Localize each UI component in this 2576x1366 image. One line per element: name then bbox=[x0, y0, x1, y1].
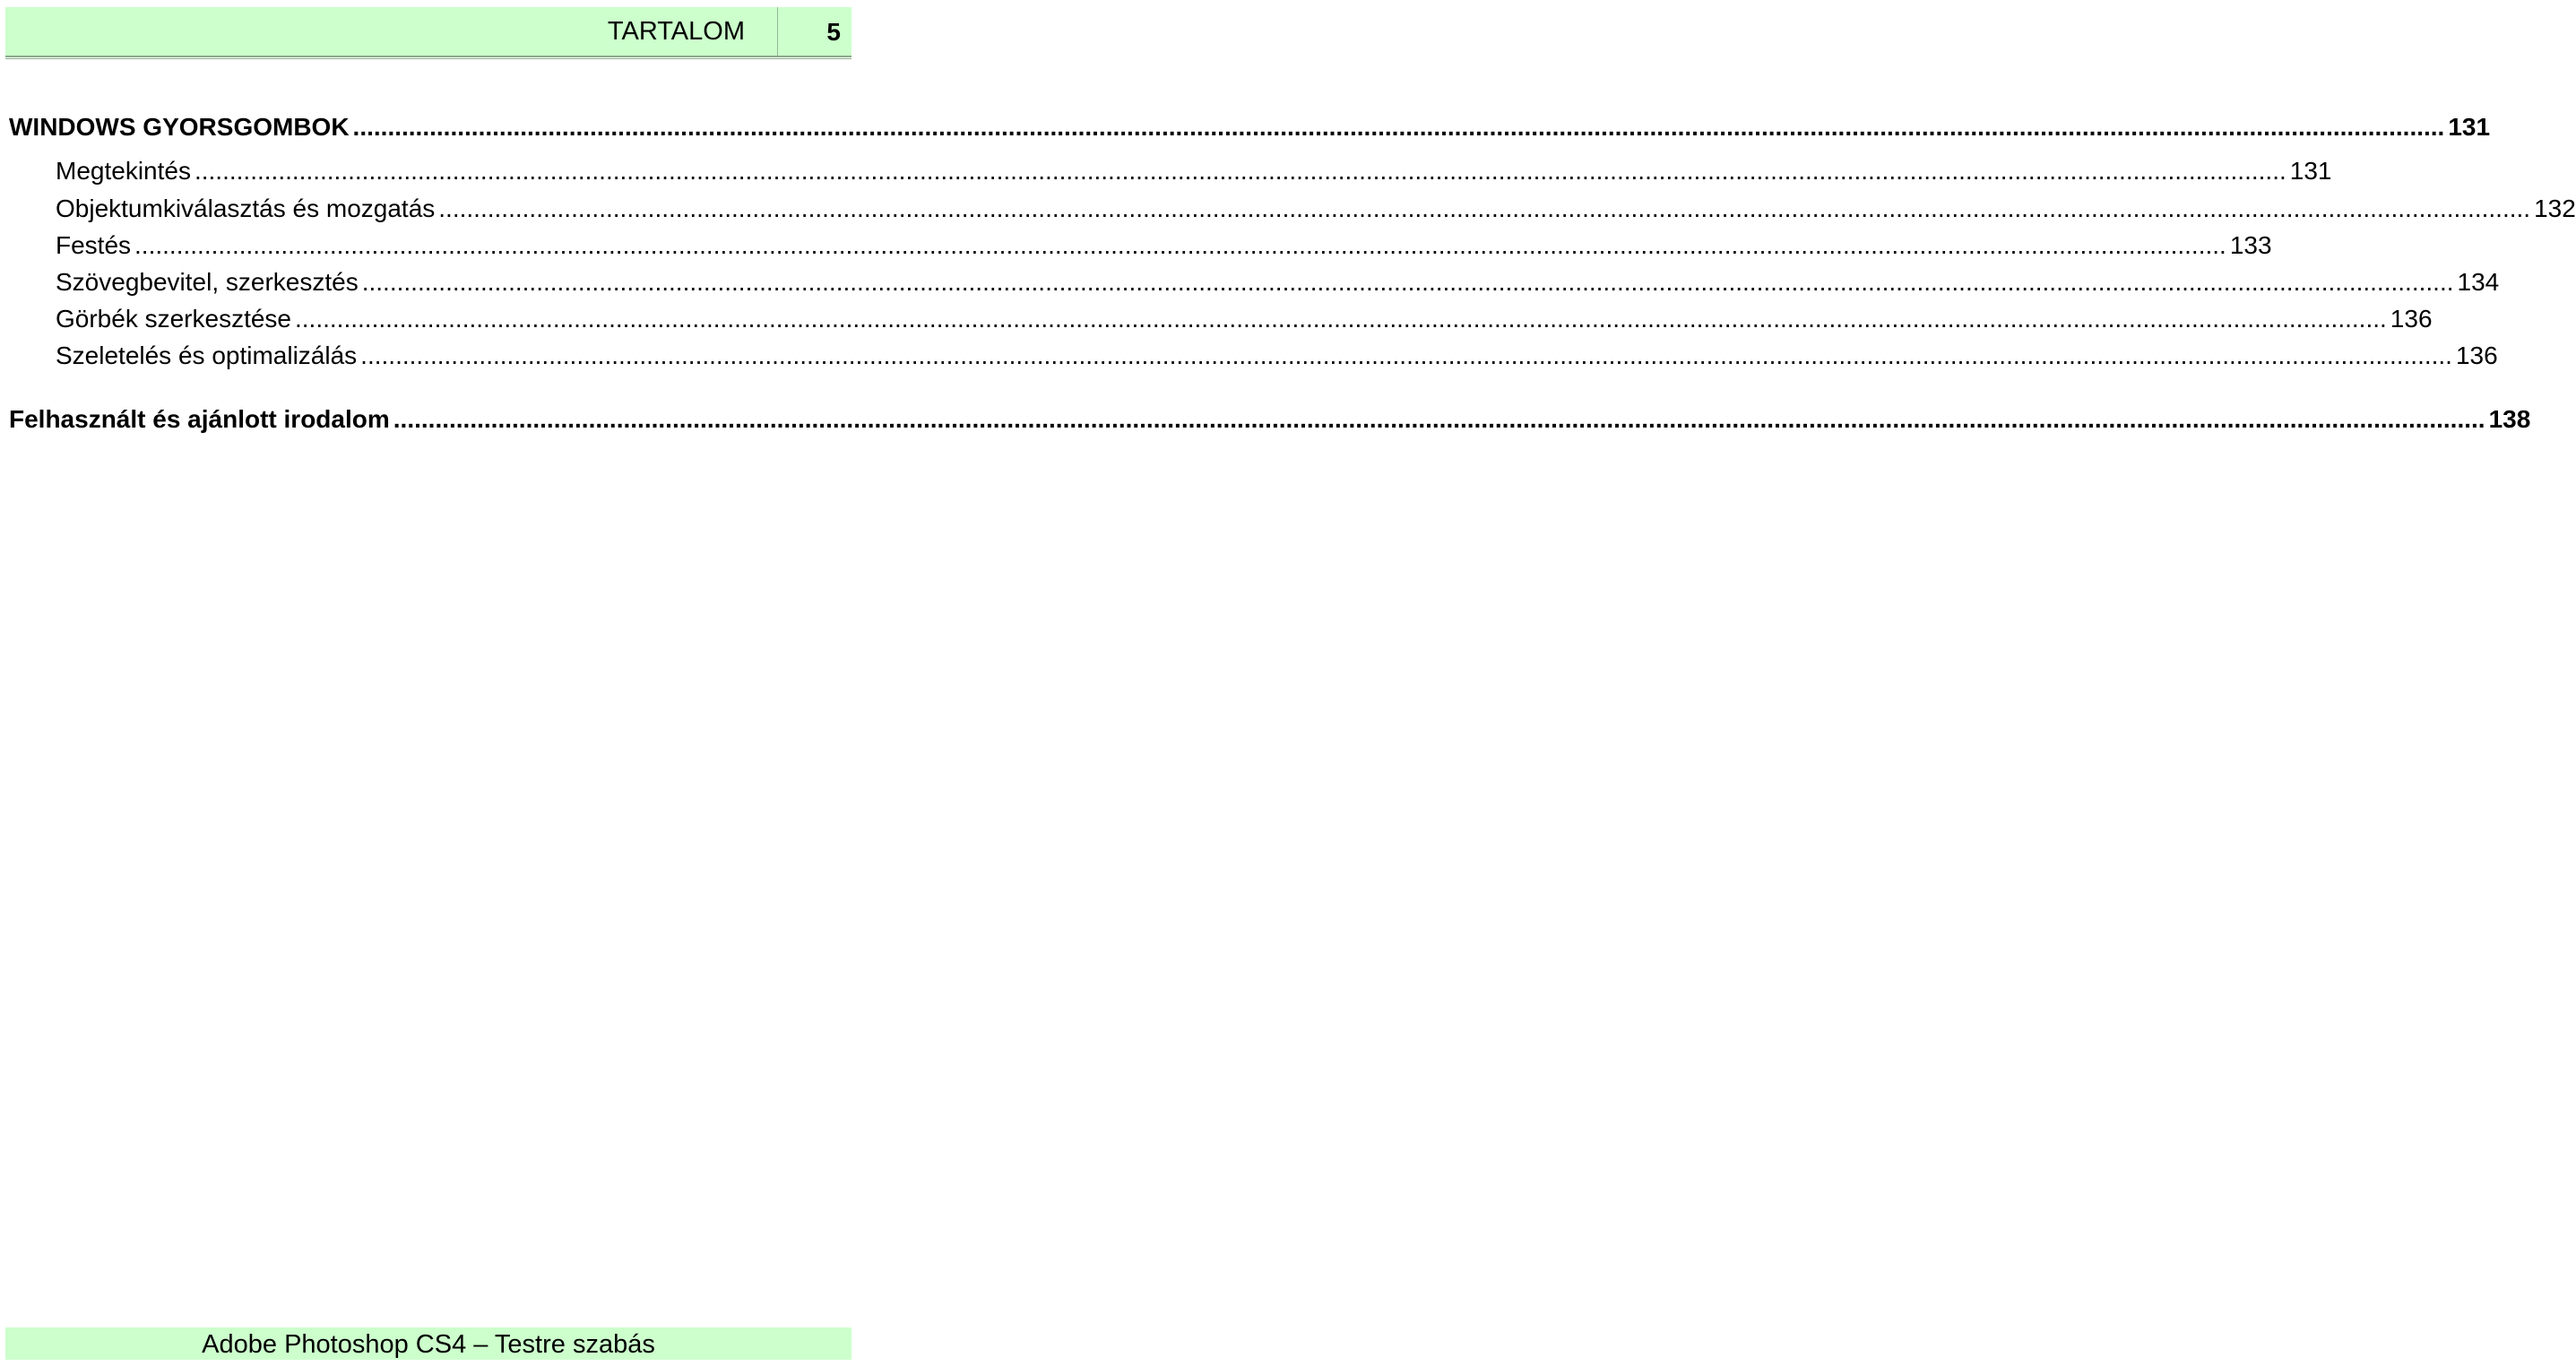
page-footer bbox=[5, 1327, 851, 1360]
header-title: TARTALOM bbox=[607, 17, 745, 46]
toc-entry-title: Szeletelés és optimalizálás bbox=[56, 342, 358, 369]
toc-entry-title: WINDOWS GYORSGOMBOK bbox=[9, 113, 350, 141]
toc-entry-festes[interactable] bbox=[56, 231, 2272, 260]
toc-entry-title: Megtekintés bbox=[56, 157, 191, 185]
toc-entry-title: Felhasznált és ajánlott irodalom bbox=[9, 405, 390, 433]
toc-entry-title: Festés bbox=[56, 231, 132, 259]
toc-leader-dots: ............................................................................................................................................................................................................................................................................................................ bbox=[438, 195, 2531, 222]
toc-leader-dots: ............................................................................................................................................................................................................................................................................................................ bbox=[393, 405, 2485, 433]
toc-entry-page: 131 bbox=[2448, 113, 2491, 141]
toc-entry-page: 136 bbox=[2390, 305, 2433, 333]
toc-leader-dots: ............................................................................................................................................................................................................................................................................................................ bbox=[295, 305, 2387, 333]
toc-entry-page: 138 bbox=[2488, 405, 2531, 433]
toc-leader-dots: ............................................................................................................................................................................................................................................................................................................ bbox=[352, 113, 2445, 141]
toc-entry-page: 132 bbox=[2534, 195, 2576, 222]
toc-entry-szovegbevitel[interactable] bbox=[56, 268, 2500, 297]
toc-entry-page: 134 bbox=[2457, 268, 2500, 296]
header-page-number: 5 bbox=[826, 17, 841, 46]
toc-entry-title: Szövegbevitel, szerkesztés bbox=[56, 268, 359, 296]
toc-entry-szeleteles[interactable] bbox=[56, 342, 2498, 370]
toc-entry-page: 136 bbox=[2455, 342, 2498, 369]
toc-entry-title: Objektumkiválasztás és mozgatás bbox=[56, 195, 436, 222]
toc-entry-irodalom[interactable] bbox=[9, 405, 2531, 434]
toc-entry-megtekintes[interactable] bbox=[56, 157, 2332, 186]
toc-entry-page: 133 bbox=[2229, 231, 2272, 259]
toc-entry-title: Görbék szerkesztése bbox=[56, 305, 291, 333]
toc-leader-dots: ............................................................................................................................................................................................................................................................................................................ bbox=[360, 342, 2452, 369]
toc-entry-gorbek[interactable] bbox=[56, 305, 2433, 333]
toc-entry-objektumkivalasztas[interactable] bbox=[56, 195, 2576, 223]
toc-leader-dots: ............................................................................................................................................................................................................................................................................................................ bbox=[194, 157, 2286, 185]
toc-entry-page: 131 bbox=[2289, 157, 2332, 185]
header-rule bbox=[5, 56, 851, 59]
toc-leader-dots: ............................................................................................................................................................................................................................................................................................................ bbox=[361, 268, 2454, 296]
footer-text: Adobe Photoshop CS4 – Testre szabás bbox=[202, 1330, 655, 1359]
toc-leader-dots: ............................................................................................................................................................................................................................................................................................................ bbox=[134, 231, 2226, 259]
toc-entry-windows-gyorsgombok[interactable] bbox=[9, 113, 2491, 142]
page-header bbox=[5, 7, 851, 56]
